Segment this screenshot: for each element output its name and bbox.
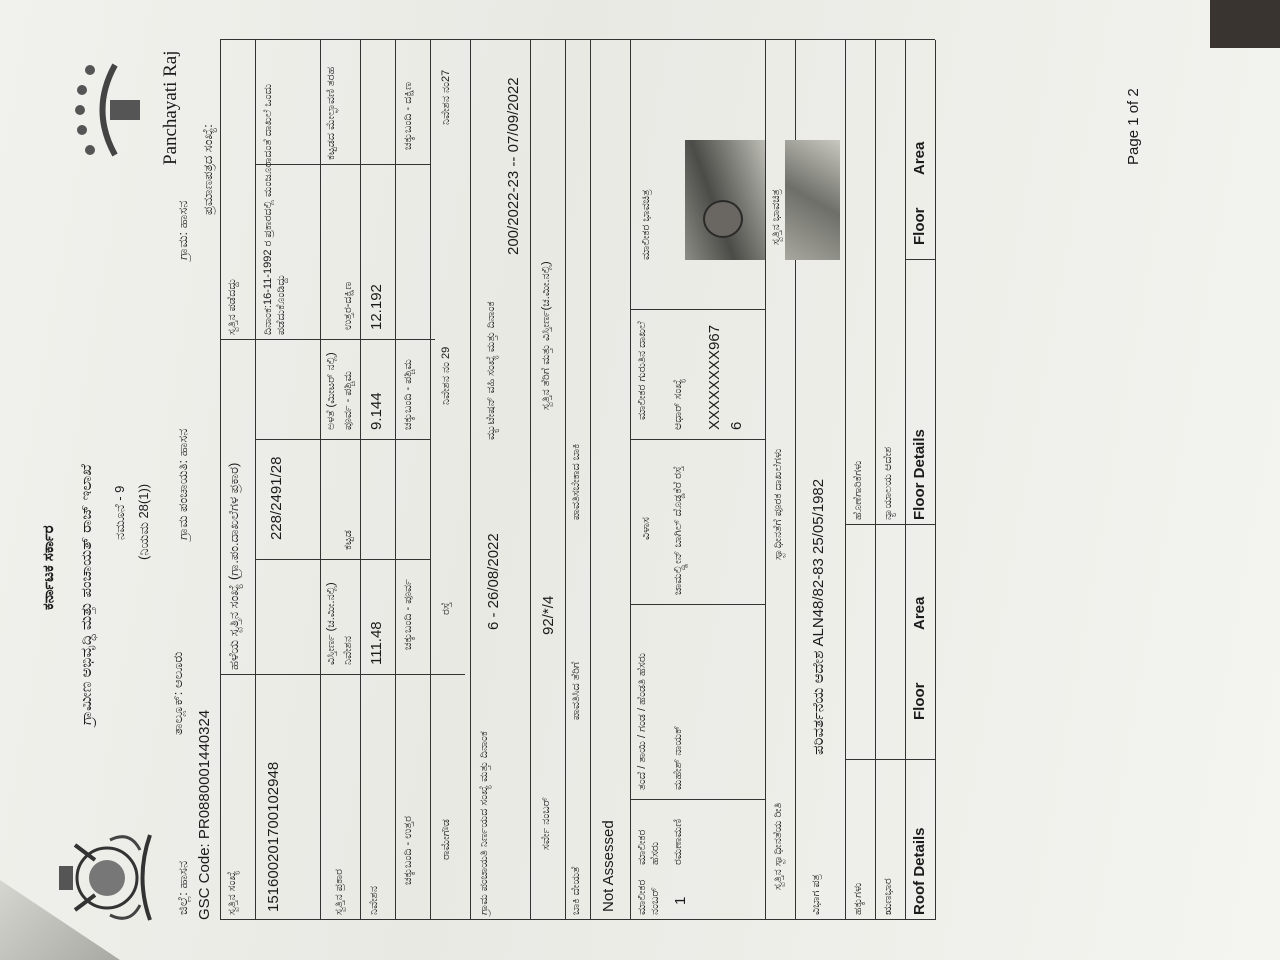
owner-id-type: ಆಧಾರ್ ಸಂಖ್ಯೆ xyxy=(672,378,684,430)
origin-value: ದಿನಾಂಕ:16-11-1992 ರ ಪ್ರಕಾರದಲ್ಲಿ ಮಂಜೂರಾದಂತೆ ದಾಖಲೆ ಒಂದು ಪಡೆದುಕೊಂಡಿದ್ದು xyxy=(262,83,288,335)
old-id-value: 228/2491/28 xyxy=(268,456,285,540)
owner-relative: ಮಹೇಶ್ ನಾಯಕ್ xyxy=(672,725,684,790)
tax-label: ಸ್ವತ್ತಿನ ತೆರಿಗೆ ಮತ್ತು ವಿಸ್ತೀರ್ಣ(ಚ.ಮೀ.ನಲ್ಲಿ) xyxy=(540,261,552,410)
survey-value: 92/*/4 xyxy=(540,595,557,635)
origin-label: ಸ್ವತ್ತಿನ ಪಡೆದದ್ದು xyxy=(226,278,238,335)
rule-number: (ನಿಯಮ 28(1)) xyxy=(136,483,151,560)
acknowledgement-label: ಪ್ರಮಾಣಪತ್ರದ ಸಂಖ್ಯೆ: xyxy=(200,124,215,215)
floor-label-1: Floor xyxy=(911,682,928,720)
department-title: ಗ್ರಾಮೀಣ ಅಭಿವೃದ್ಧಿ ಮತ್ತು ಪಂಚಾಯತ್ ರಾಜ್ ಇಲಾಖೆ xyxy=(78,464,95,725)
brand-name: Panchayati Raj xyxy=(160,50,181,165)
dim-ns-value: 12.192 xyxy=(368,284,385,330)
owner-number: 1 xyxy=(672,896,689,905)
mutation-label: ಮ್ಯುಟೇಷನ್ ವಹಿ ಸಂಖ್ಯೆ ಮತ್ತು ದಿನಾಂಕ xyxy=(485,301,497,440)
property-type-label: ಸ್ವತ್ತಿನ ಪ್ರಕಾರ xyxy=(333,869,345,915)
owner-id-value: XXXXXXXX967 xyxy=(706,324,723,430)
boundary-west-value: ನಿವೇಶನ ನಂ 29 xyxy=(440,346,452,405)
owner-name: ರಮಣಾಮಣಿ xyxy=(672,819,684,865)
owner-photo xyxy=(685,140,765,260)
property-photo xyxy=(785,140,840,260)
dimensions-label: ಅಳತೆ (ಮೀಟರ್ ನಲ್ಲಿ) xyxy=(325,352,337,430)
survey-label: ಸರ್ವೇ ನಂಬರ್ xyxy=(540,796,552,850)
court-order-label: ನ್ಯಾಯಾಲಯ ಆದೇಶ xyxy=(882,446,894,520)
owner-photo-header: ಮಾಲೀಕರ ಭಾವಚಿತ್ರ xyxy=(640,189,652,260)
loan-label: ಋಣಭಾರ xyxy=(882,878,894,915)
property-id-value: 151600201700102948 xyxy=(265,761,282,912)
boundary-north-value: ರಾಮೇಗೌಡ xyxy=(440,819,452,860)
dim-ew-value: 9.144 xyxy=(368,392,385,430)
owner-face-image xyxy=(703,200,743,238)
taluk-label: ತಾಲ್ಲೂಕ್: ಆಲೂರು xyxy=(170,651,185,735)
ownership-docs-label: ಸ್ವಾಧೀನತೆಗೆ ಪೂರಕ ದಾಖಲೆಗಳು xyxy=(772,448,784,560)
tax-status-label: ಬಾಕಿ ದೇಯತೆ xyxy=(570,866,582,915)
gram-panchayat-label: ಗ್ರಾಮ ಪಂಚಾಯತಿ: ಹಾಸನ xyxy=(175,428,190,540)
property-photo-header: ಸ್ವತ್ತಿನ ಭಾವಚಿತ್ರ xyxy=(770,189,782,245)
page-number: Page 1 of 2 xyxy=(1125,88,1142,165)
partition-deed-label: ವಿಭಾಗ ಪತ್ರ xyxy=(810,874,822,915)
resolution-label: ಗ್ರಾಮ ಪಂಚಾಯತಿ ನಿರ್ಣಯದ ಸಂಖ್ಯೆ ಮತ್ತು ದಿನಾಂಕ xyxy=(478,731,490,915)
boundary-west-label: ಚಕ್ಕುಬಂದಿ - ಪಶ್ಚಿಮ xyxy=(402,359,414,430)
owner-number-header: ಮಾಲೀಕರ ನಂಬರ್ xyxy=(636,879,662,915)
gsc-code: GSC Code: PR0880001440324 xyxy=(196,709,213,920)
boundary-east-value: ರಸ್ತೆ xyxy=(440,601,452,615)
owner-address: ಜಾಮಲ್ದ್ದೀನ್ ಬಾಗಿಲ್ ದೊಡ್ಡಕೆರೆ ರಸ್ತೆ xyxy=(672,465,684,595)
rights-label: ಹಕ್ಕುಗಳು xyxy=(852,882,864,915)
boundary-south-label: ಚಕ್ಕುಬಂದಿ - ದಕ್ಷಿಣ xyxy=(402,82,414,150)
owner-id-suffix: 6 xyxy=(728,421,745,430)
dims-ns-label: ಉತ್ತರ-ದಕ್ಷಿಣ xyxy=(342,281,354,330)
not-assessed-status: Not Assessed xyxy=(600,820,617,912)
mutation-value: 200/2022-23 -- 07/09/2022 xyxy=(505,77,522,255)
owner-address-header: ವಿಳಾಸ xyxy=(640,517,652,540)
area-label-1: Area xyxy=(911,596,928,630)
area-label-2: Area xyxy=(911,141,928,175)
district-label: ಜಿಲ್ಲೆ: ಹಾಸನ xyxy=(175,860,190,915)
village-label: ಗ್ರಾಮ: ಹಾಸನ xyxy=(175,200,190,260)
tax-paid-label: ಪಾವತಿಸಿದ ತೆರಿಗೆ xyxy=(570,661,582,720)
owner-relative-header: ತಂದೆ / ತಾಯಿ / ಗಂಡ / ಹೆಂಡತಿ ಹೆಸರು xyxy=(636,652,648,790)
encumbrance-label: ಹೊಣೆಗಾರಿಕೆಗಳು xyxy=(852,460,864,520)
area-site-label: ನಿವೇಶನ xyxy=(342,636,354,665)
karnataka-emblem-icon xyxy=(55,825,170,930)
property-id-label: ಸ್ವತ್ತಿನ ಸಂಖ್ಯೆ xyxy=(226,870,238,915)
area-built-label: ಕಟ್ಟಡ xyxy=(342,530,354,550)
tax-due-label: ಪಾವತಿಸಬೇಕಾದ ಬಾಕಿ xyxy=(570,443,582,520)
boundary-south-value: ನಿವೇಶನ ನಂ27 xyxy=(440,69,452,125)
owner-name-header: ಮಾಲೀಕರ ಹೆಸರು xyxy=(636,829,662,865)
owner-id-header: ಮಾಲೀಕರ ಗುರುತಿನ ದಾಖಲೆ xyxy=(636,321,648,420)
roof-details-label: Roof Details xyxy=(911,827,928,915)
area-label: ವಿಸ್ತೀರ್ಣ (ಚ.ಮೀ.ನಲ್ಲಿ) xyxy=(325,582,337,665)
conversion-order-value: ಪರಿವರ್ತನೆಯ ಆದೇಶ ALN48/82-83 25/05/1982 xyxy=(810,478,827,755)
boundary-east-label: ಚಕ್ಕುಬಂದಿ - ಪೂರ್ವ xyxy=(402,579,414,650)
ownership-label: ಸ್ವತ್ತಿನ ಸ್ವಾಧೀನತೆಯ ರೀತಿ xyxy=(772,802,784,890)
resolution-value: 6 - 26/08/2022 xyxy=(485,533,502,630)
dims-ew-label: ಪೂರ್ವ - ಪಶ್ಚಿಮ xyxy=(342,370,354,430)
old-id-label: ಹಳೆಯ ಸ್ವತ್ತಿನ ಸಂಖ್ಯೆ (ಗ್ರಾ.ಪಂ.ದಾಖಲೆಗಳ ಪ್ರಕಾರ) xyxy=(226,462,241,670)
floor-details-label: Floor Details xyxy=(911,429,928,520)
floor-label-2: Floor xyxy=(911,207,928,245)
site-area-value: 111.48 xyxy=(368,621,385,665)
form-number: ನಮೂನೆ - 9 xyxy=(112,485,127,540)
building-type-label: ಕಟ್ಟಡದ ಮೇಲ್ಛಾವಣಿ ತರಹ xyxy=(325,66,337,160)
site-row-label: ನಿವೇಶನ xyxy=(368,886,380,915)
state-government-title: ಕರ್ನಾಟಕ ಸರ್ಕಾರ xyxy=(40,525,57,610)
boundary-north-label: ಚಕ್ಕುಬಂದಿ - ಉತ್ತರ xyxy=(402,816,414,885)
